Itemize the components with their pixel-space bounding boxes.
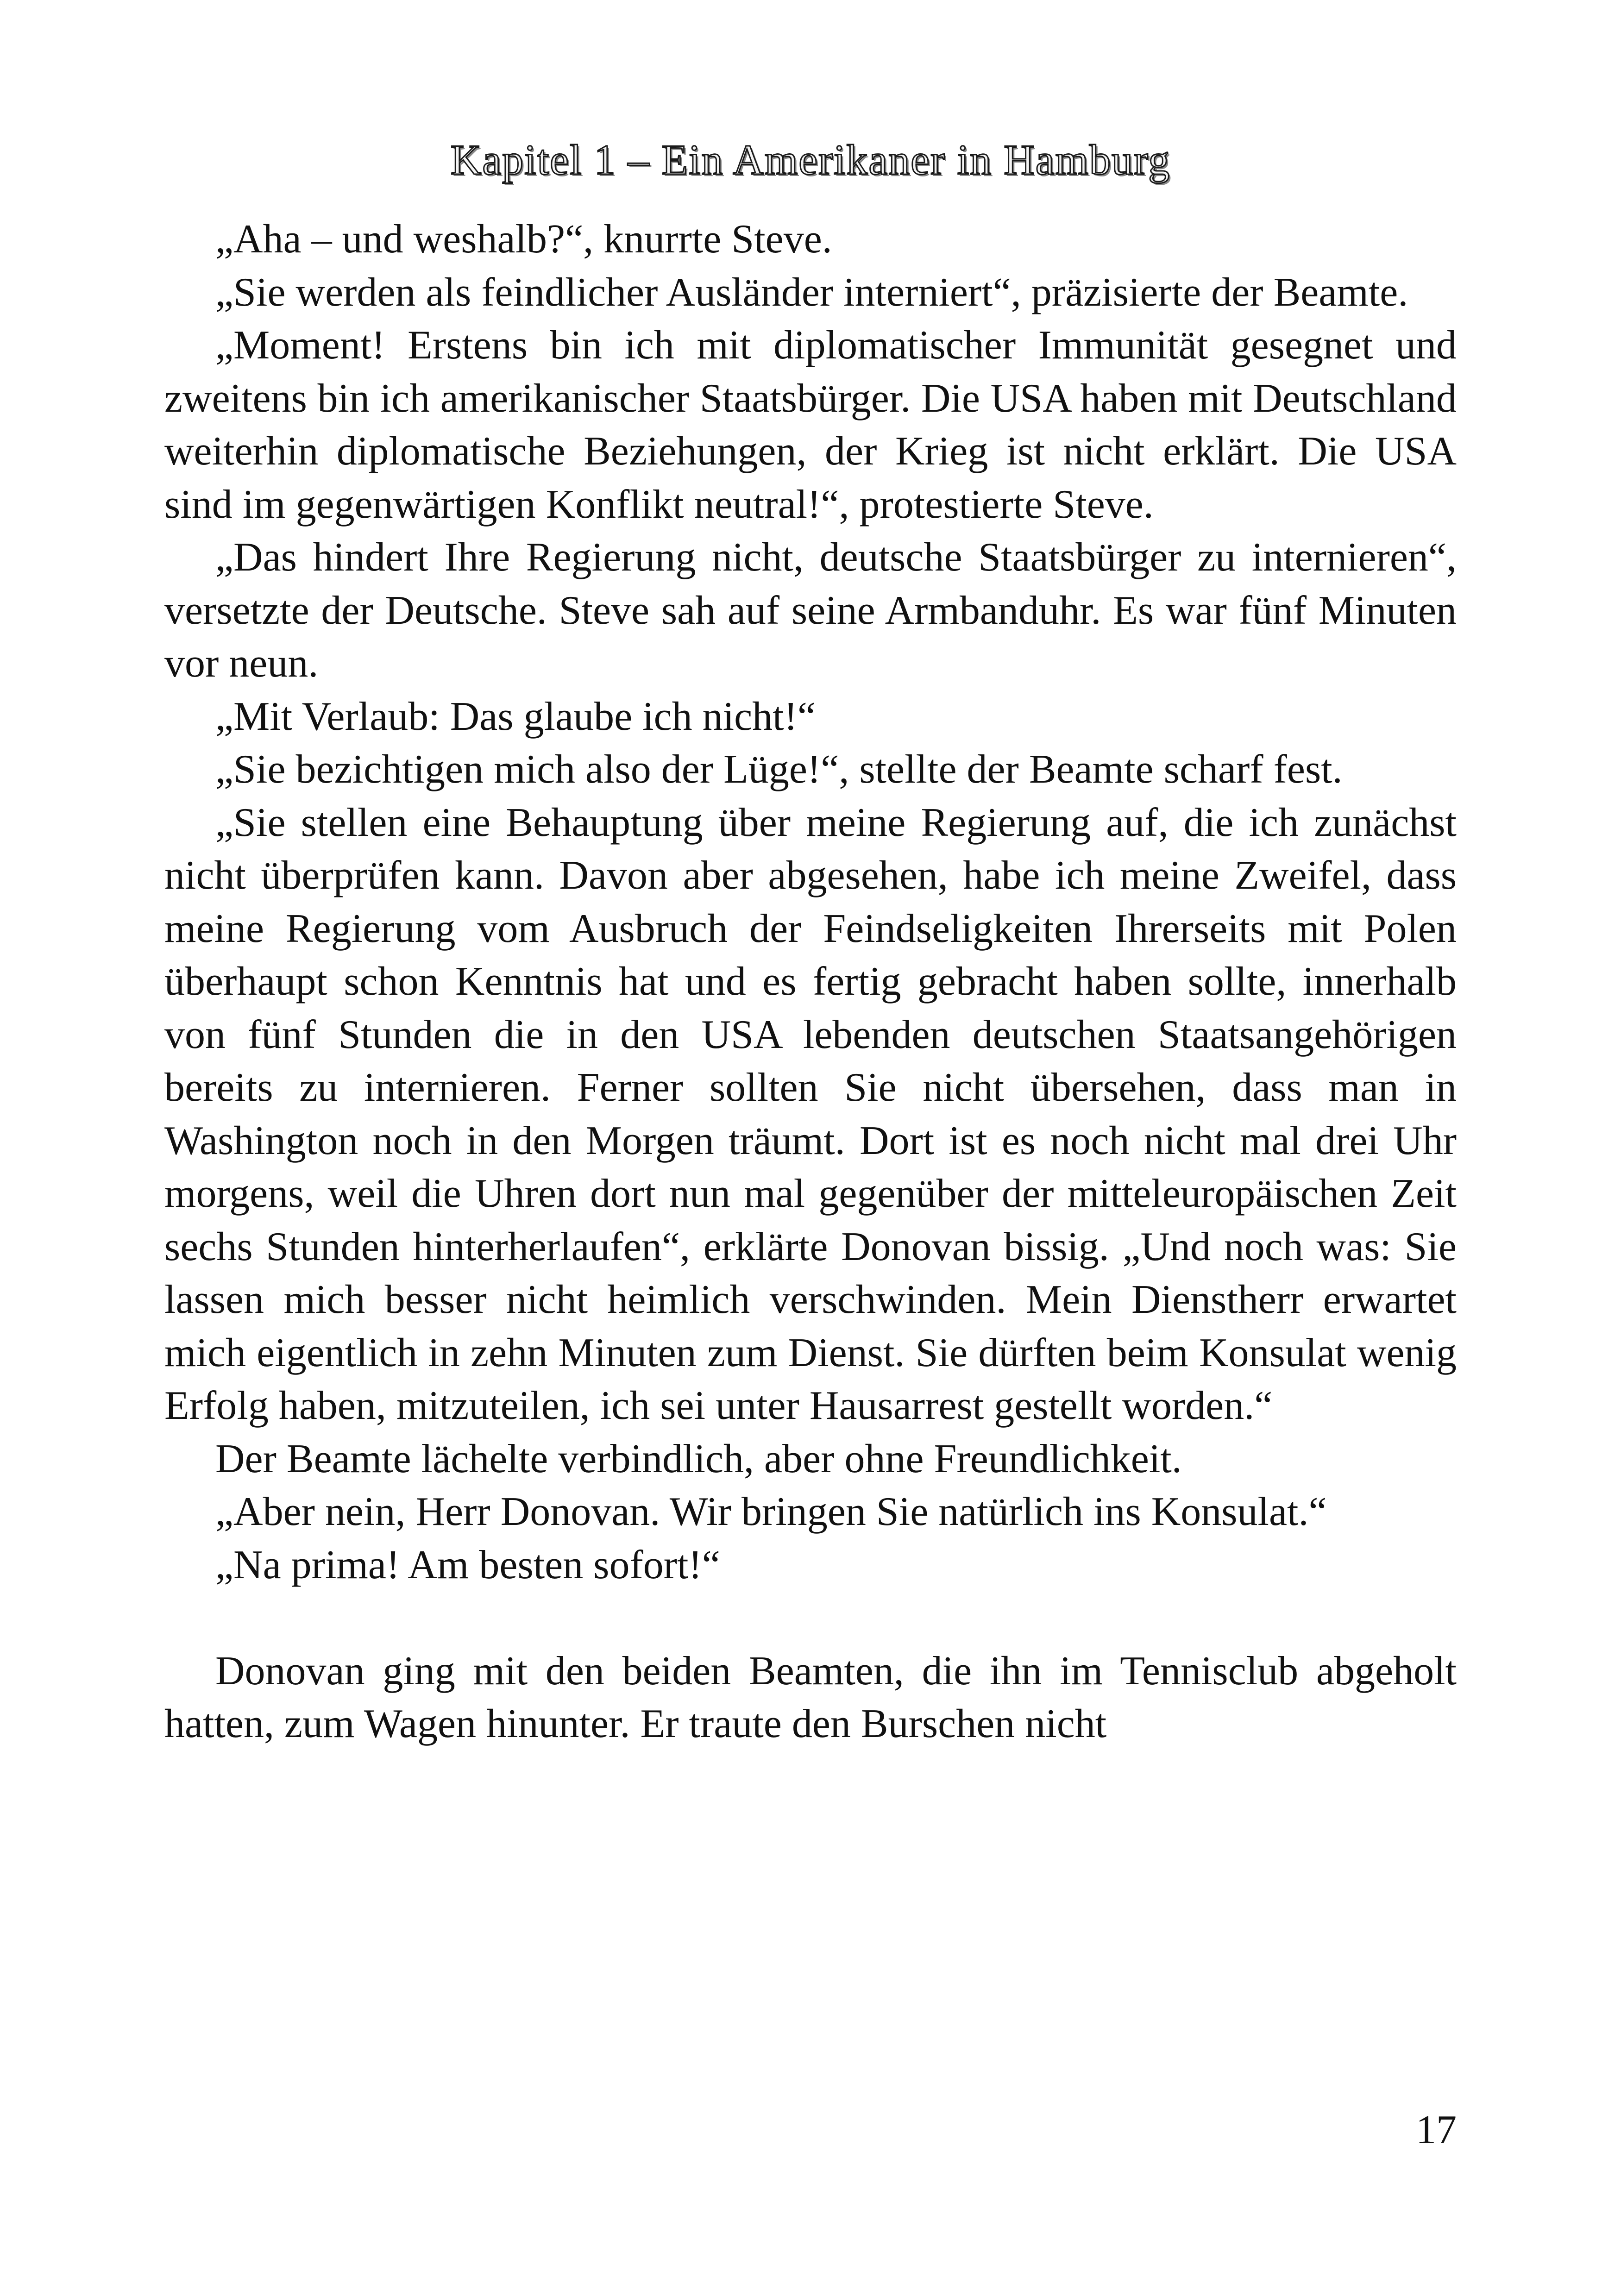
paragraph: Donovan ging mit den beiden Beamten, die ihn im Tennisclub abgeholt hatten, zum Wagen hinunter. Er traute den Burschen nicht bbox=[164, 1648, 1457, 1746]
paragraph: „Moment! Erstens bin ich mit diplomatischer Immunität gesegnet und zweitens bin ich amerikanischer Staatsbürger. Die USA haben mit Deutschland weiterhin diplomatische Beziehungen, der Krieg ist nicht erklärt. Die USA sind im gegenwärtigen Konflikt neutral!“, protestierte Steve. bbox=[164, 323, 1457, 527]
paragraph: „Aber nein, Herr Donovan. Wir bringen Sie natürlich ins Konsulat.“ bbox=[215, 1489, 1327, 1534]
paragraph: „Aha – und weshalb?“, knurrte Steve. bbox=[215, 217, 832, 262]
paragraph: „Sie stellen eine Behauptung über meine Regierung auf, die ich zunächst nicht überprüfen kann. Davon aber abgesehen, habe ich meine Zweifel, dass meine Regierung vom Ausbruch der Feindseligkeiten Ihrerseits mit Polen überhaupt schon Kenntnis hat und es fertig gebracht haben sollte, innerhalb von fünf Stunden die in den USA lebenden deutschen Staatsangehörigen bereits zu internieren. Ferner sollten Sie nicht übersehen, dass man in Washington noch in den Morgen träumt. Dort ist es noch nicht mal drei Uhr morgens, weil die Uhren dort nun mal gegenüber der mitteleuropäischen Zeit sechs Stunden hinterherlaufen“, erklärte Donovan bissig. „Und noch was: Sie lassen mich besser nicht heimlich verschwinden. Mein Dienstherr erwartet mich eigentlich in zehn Minuten zum Dienst. Sie dürften beim Konsulat wenig Erfolg haben, mitzuteilen, ich sei unter Hausarrest gestellt worden.“ bbox=[164, 800, 1457, 1428]
page-number: 17 bbox=[1416, 2108, 1457, 2152]
body-text bbox=[164, 213, 1457, 1751]
running-head: Kapitel 1 – Ein Amerikaner in Hamburg bbox=[450, 136, 1171, 183]
paragraph: „Sie werden als feindlicher Ausländer interniert“, präzisierte der Beamte. bbox=[215, 270, 1408, 315]
paragraph: „Sie bezichtigen mich also der Lüge!“, stellte der Beamte scharf fest. bbox=[215, 747, 1343, 792]
paragraph: „Mit Verlaub: Das glaube ich nicht!“ bbox=[215, 694, 816, 739]
paragraph: Der Beamte lächelte verbindlich, aber ohne Freundlichkeit. bbox=[215, 1436, 1182, 1481]
paragraph: „Das hindert Ihre Regierung nicht, deutsche Staatsbürger zu internieren“, versetzte der Deutsche. Steve sah auf seine Armbanduhr. Es war fünf Minuten vor neun. bbox=[164, 535, 1457, 686]
paragraph: „Na prima! Am besten sofort!“ bbox=[215, 1542, 720, 1587]
